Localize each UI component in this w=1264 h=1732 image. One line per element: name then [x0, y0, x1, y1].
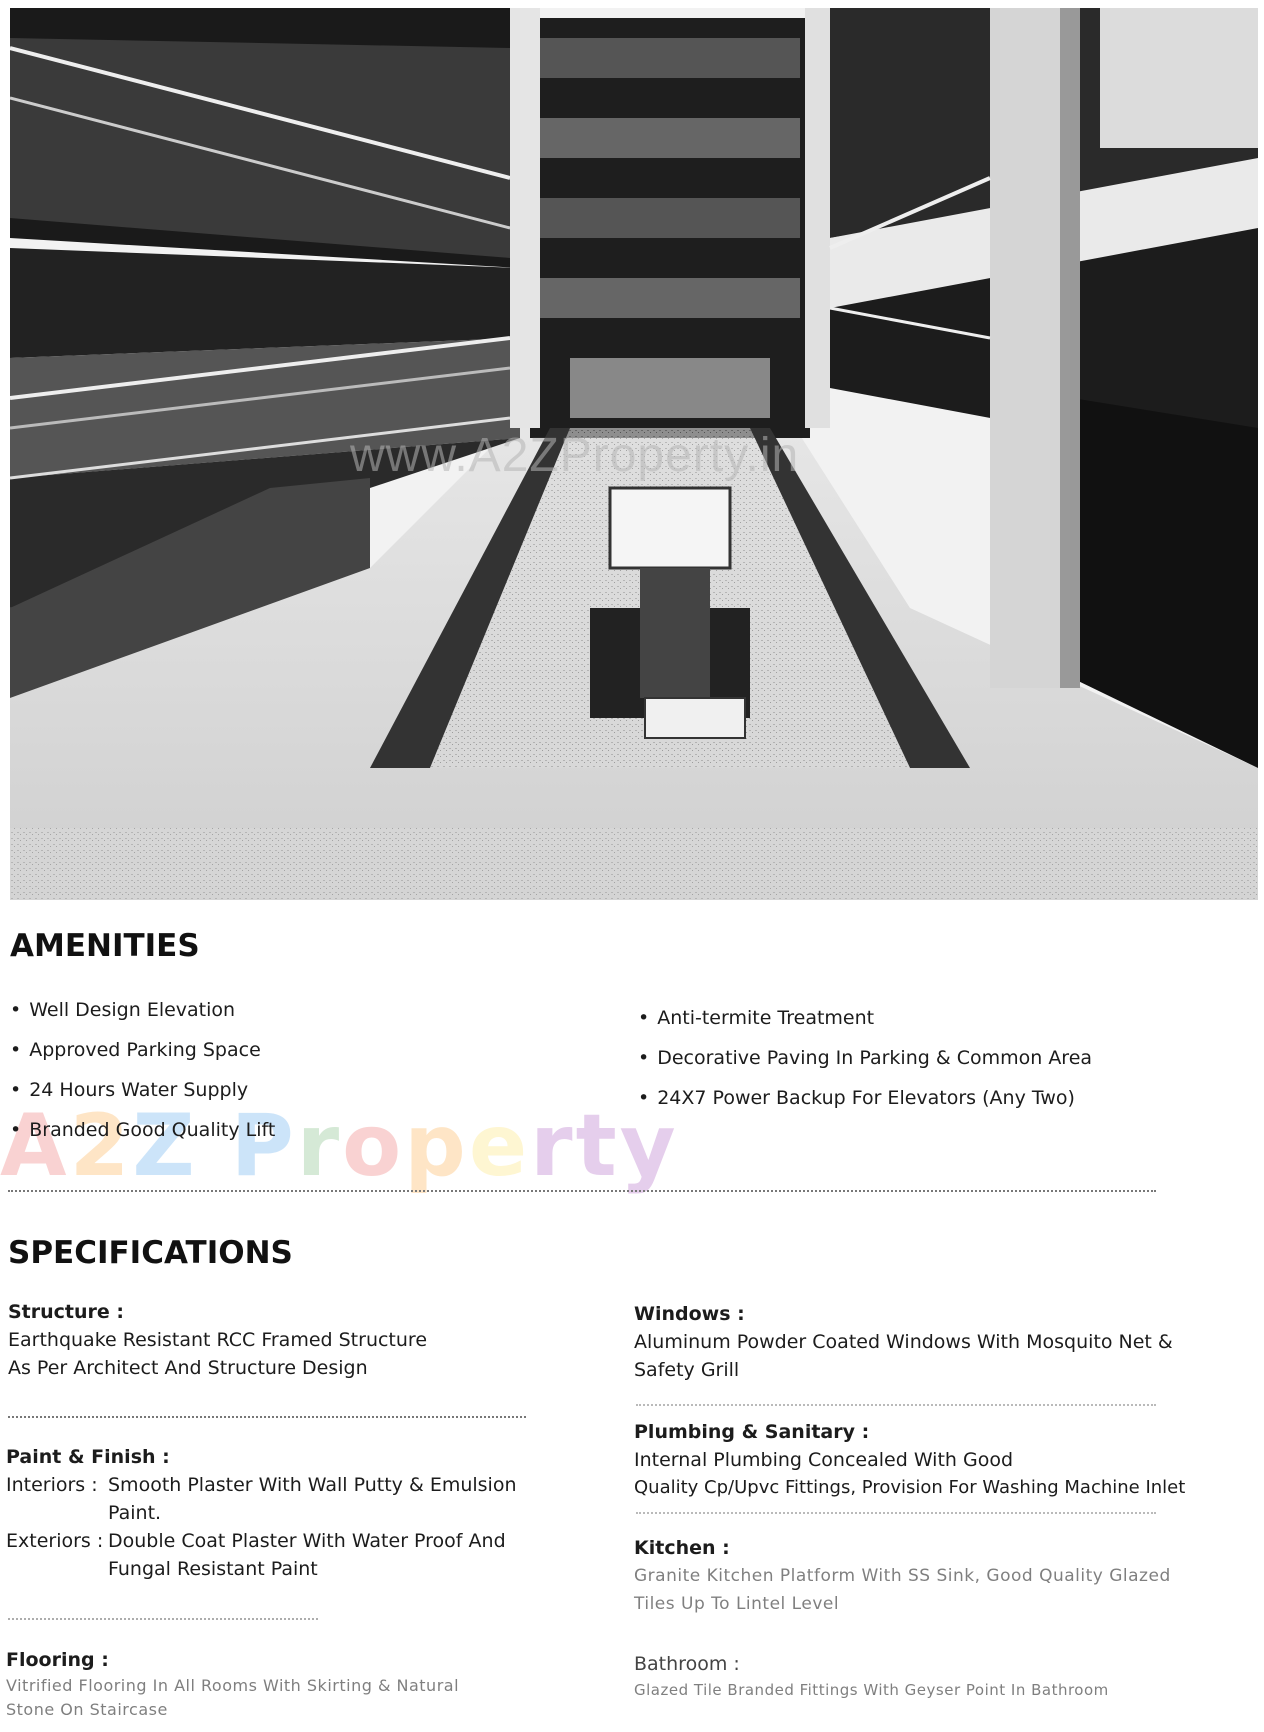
spec-label: Windows : [634, 1303, 745, 1325]
spec-label: Bathroom : [634, 1653, 740, 1675]
specifications-heading: SPECIFICATIONS [8, 1235, 293, 1271]
spec-text: Granite Kitchen Platform With SS Sink, Good Quality Glazed [634, 1566, 1171, 1586]
divider [636, 1512, 1156, 1514]
amenity-item: • Approved Parking Space [10, 1030, 275, 1070]
spec-structure [8, 1298, 427, 1382]
amenity-item: • Anti-termite Treatment [638, 998, 1092, 1038]
amenities-list-right [638, 998, 1092, 1118]
spec-key: Interiors : [6, 1474, 98, 1496]
spec-windows [634, 1300, 1173, 1384]
divider [8, 1618, 318, 1620]
photo-watermark: www.A2ZProperty.in [350, 429, 800, 482]
amenity-item: • Well Design Elevation [10, 990, 275, 1030]
amenity-item: • Branded Good Quality Lift [10, 1110, 275, 1150]
spec-label: Flooring : [6, 1649, 109, 1671]
spec-text: Safety Grill [634, 1359, 740, 1381]
spec-value: Double Coat Plaster With Water Proof And Fungal Resistant Paint [108, 1530, 506, 1580]
spec-row-interiors [6, 1471, 546, 1527]
divider [8, 1416, 526, 1418]
spec-plumbing [634, 1418, 1185, 1502]
spec-label: Kitchen : [634, 1537, 730, 1559]
spec-key: Exteriors : [6, 1530, 104, 1552]
spec-text: As Per Architect And Structure Design [8, 1357, 368, 1379]
spec-kitchen [634, 1534, 1171, 1618]
amenities-heading: AMENITIES [10, 928, 200, 964]
amenity-item: • 24 Hours Water Supply [10, 1070, 275, 1110]
spec-text: Glazed Tile Branded Fittings With Geyser Point In Bathroom [634, 1681, 1109, 1699]
spec-text: Aluminum Powder Coated Windows With Mosquito Net & [634, 1331, 1173, 1353]
a2z-logo-watermark: A2Z Property [0, 1096, 679, 1196]
spec-flooring [6, 1646, 459, 1722]
spec-bathroom [634, 1650, 1109, 1702]
spec-row-exteriors [6, 1527, 546, 1583]
spec-label: Structure : [8, 1301, 125, 1323]
spec-label: Plumbing & Sanitary : [634, 1421, 870, 1443]
spec-text: Vitrified Flooring In All Rooms With Skirting & Natural [6, 1676, 460, 1695]
mall-atrium-photo [10, 8, 1258, 900]
amenity-item: • 24X7 Power Backup For Elevators (Any Two) [638, 1078, 1092, 1118]
spec-text: Earthquake Resistant RCC Framed Structure [8, 1329, 428, 1351]
spec-text: Stone On Staircase [6, 1700, 168, 1719]
spec-label: Paint & Finish : [6, 1446, 170, 1468]
spec-paint-finish [6, 1443, 546, 1583]
amenities-list-left [10, 990, 275, 1150]
spec-value: Smooth Plaster With Wall Putty & Emulsion Paint. [108, 1474, 517, 1524]
spec-text: Tiles Up To Lintel Level [634, 1594, 840, 1614]
divider [636, 1404, 1156, 1406]
spec-text: Internal Plumbing Concealed With Good [634, 1449, 1014, 1471]
amenity-item: • Decorative Paving In Parking & Common Area [638, 1038, 1092, 1078]
divider [8, 1190, 1156, 1192]
spec-text: Quality Cp/Upvc Fittings, Provision For Washing Machine Inlet [634, 1477, 1186, 1498]
